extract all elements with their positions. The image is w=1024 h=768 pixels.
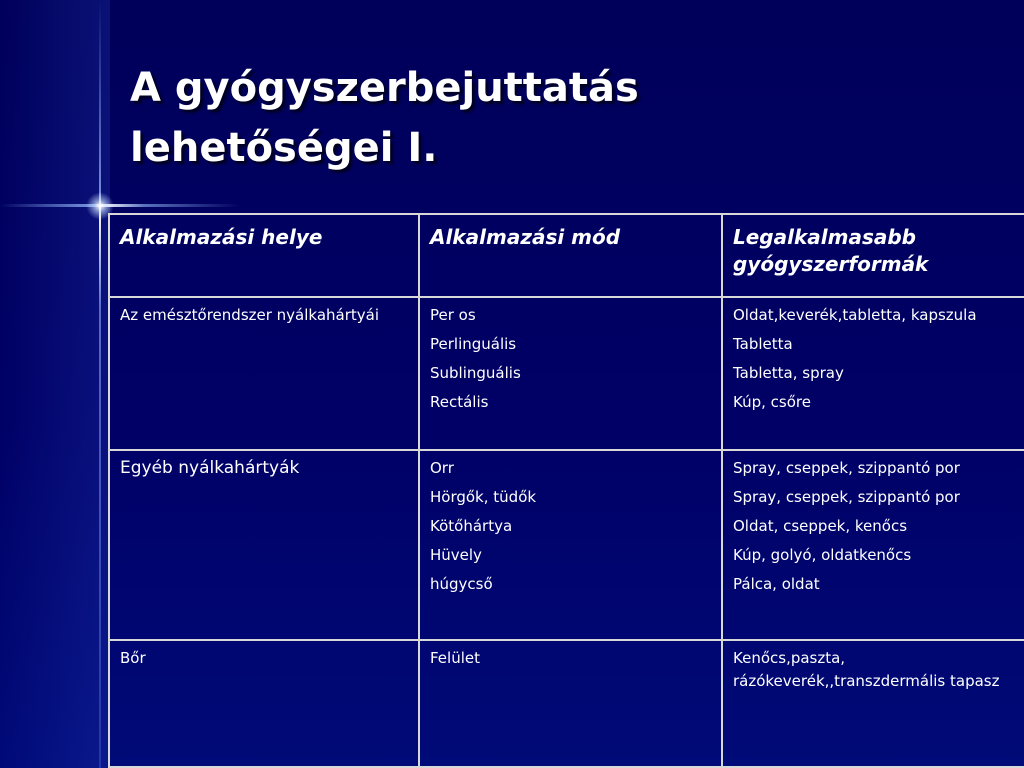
mode-item: Per os (430, 306, 476, 324)
table-row (109, 640, 1024, 767)
header-application-site: Alkalmazási helye (109, 214, 419, 297)
form-item: Kúp, csőre (733, 393, 811, 411)
form-item: Spray, cseppek, szippantó por (733, 487, 960, 506)
form-item: Tabletta (733, 335, 793, 353)
modes-cell (419, 450, 722, 641)
left-glow-decoration (0, 0, 110, 768)
table-row (109, 297, 1024, 450)
form-item: Kenőcs,paszta, rázókeverék,,transzdermális tapasz (733, 649, 1000, 691)
table-header-row (109, 214, 1024, 297)
mode-item: Hörgők, tüdők (430, 487, 537, 506)
site-text: Egyéb nyálkahártyák (120, 457, 300, 478)
form-item: Oldat, cseppek, kenőcs (733, 516, 908, 535)
mode-item: Hüvely (430, 545, 482, 564)
form-item: Tabletta, spray (733, 364, 844, 382)
forms-cell (722, 297, 1024, 450)
table-row (109, 450, 1024, 641)
mode-item: Perlinguális (430, 335, 517, 353)
forms-cell (722, 640, 1024, 767)
forms-cell (722, 450, 1024, 641)
horizontal-light-line (0, 204, 240, 207)
modes-cell (419, 640, 722, 767)
mode-item: Kötőhártya (430, 516, 513, 535)
modes-cell (419, 297, 722, 450)
form-item: Kúp, golyó, oldatkenőcs (733, 545, 912, 564)
form-item: Pálca, oldat (733, 574, 820, 593)
site-cell (109, 450, 419, 641)
site-text: Bőr (120, 649, 146, 668)
mode-item: Rectális (430, 393, 489, 411)
mode-item: Felület (430, 649, 480, 668)
site-cell (109, 640, 419, 767)
title-line-2: lehetőségei I. (130, 125, 438, 171)
mode-item: Sublinguális (430, 364, 521, 382)
form-item: Spray, cseppek, szippantó por (733, 458, 960, 477)
drug-delivery-table (108, 213, 1024, 768)
mode-item: húgycső (430, 574, 493, 593)
title-line-1: A gyógyszerbejuttatás (130, 65, 639, 111)
header-dosage-forms: Legalkalmasabb gyógyszerformák (722, 214, 1024, 297)
site-text: Az emésztőrendszer nyálkahártyái (120, 306, 380, 324)
mode-item: Orr (430, 458, 454, 477)
header-application-mode: Alkalmazási mód (419, 214, 722, 297)
vertical-light-line (99, 0, 101, 768)
page-title (130, 58, 639, 178)
site-cell (109, 297, 419, 450)
form-item: Oldat,keverék,tabletta, kapszula (733, 306, 977, 324)
